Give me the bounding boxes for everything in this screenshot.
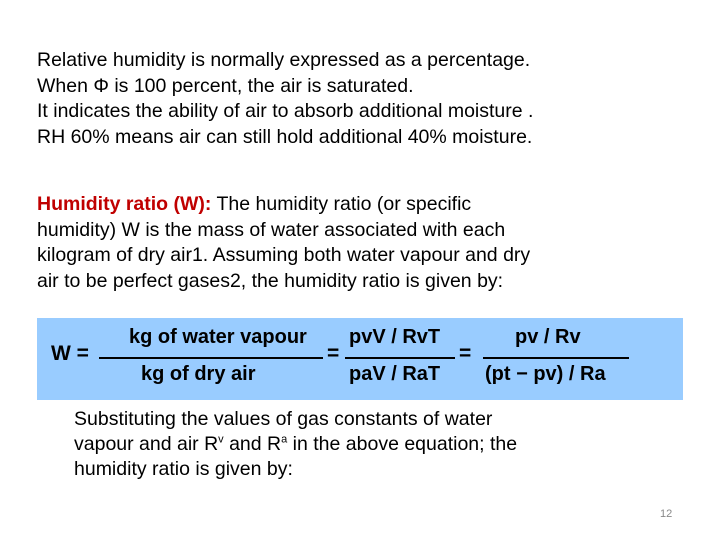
formula-frac2-denominator: paV / RaT <box>349 363 441 385</box>
formula-frac1-numerator: kg of water vapour <box>129 326 307 348</box>
substitution-text: vapour and air R <box>74 433 219 455</box>
humidity-line: kilogram of dry air1. Assuming both water vapour and dry <box>37 244 531 266</box>
formula-frac1-denominator: kg of dry air <box>141 363 256 385</box>
substitution-line <box>74 432 517 457</box>
substitution-line: humidity ratio is given by: <box>74 458 293 480</box>
substitution-paragraph <box>74 407 517 482</box>
humidity-line-text: The humidity ratio (or specific <box>216 193 472 215</box>
substitution-text: and R <box>223 433 282 455</box>
intro-line: It indicates the ability of air to absorb additional moisture . <box>37 100 534 122</box>
intro-line: When Φ is 100 percent, the air is saturated. <box>37 74 414 97</box>
formula-frac3-denominator: (pt − pv) / Ra <box>485 363 606 385</box>
substitution-text: in the above equation; the <box>287 433 518 455</box>
superscript-a: a <box>281 433 288 446</box>
humidity-line: humidity) W is the mass of water associated with each <box>37 218 506 241</box>
slide-number: 12 <box>660 508 673 520</box>
intro-paragraph <box>37 48 533 150</box>
formula-lhs: W = <box>51 342 89 365</box>
humidity-line <box>37 192 530 218</box>
fraction-bar <box>99 357 323 359</box>
formula-equals: = <box>327 342 340 365</box>
formula-frac2-numerator: pvV / RvT <box>349 326 441 348</box>
intro-line: RH 60% means air can still hold additional 40% moisture. <box>37 125 533 148</box>
fraction-bar <box>483 357 629 359</box>
humidity-ratio-formula <box>37 318 683 400</box>
substitution-line: Substituting the values of gas constants of water <box>74 408 493 430</box>
humidity-ratio-paragraph <box>37 192 530 294</box>
superscript-v: v <box>218 433 224 446</box>
humidity-ratio-term: Humidity ratio (W): <box>37 193 212 215</box>
humidity-line: air to be perfect gases2, the humidity ratio is given by: <box>37 269 504 292</box>
formula-frac3-numerator: pv / Rv <box>515 326 581 348</box>
fraction-bar <box>345 357 455 359</box>
intro-line: Relative humidity is normally expressed as a percentage. <box>37 49 531 71</box>
formula-equals: = <box>459 342 472 365</box>
